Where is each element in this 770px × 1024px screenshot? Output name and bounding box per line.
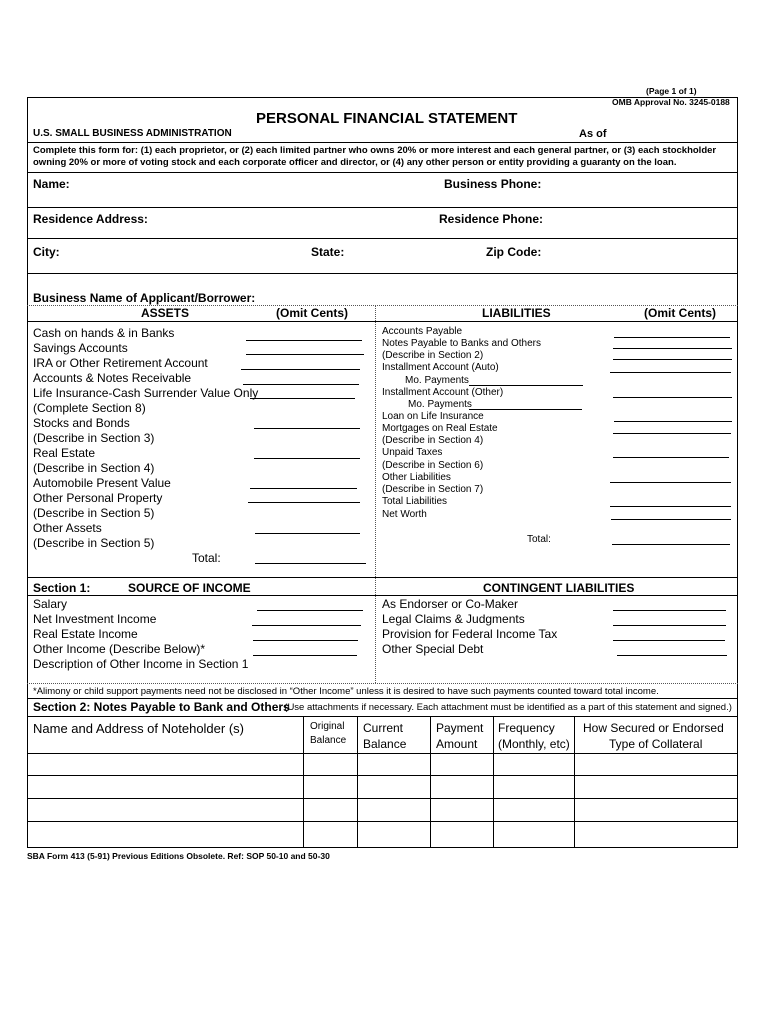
liability-amount-field[interactable]: [610, 482, 731, 483]
asset-item: Stocks and Bonds: [33, 416, 130, 430]
assets-total-label: Total:: [192, 551, 221, 565]
residence-address-label[interactable]: Residence Address:: [33, 212, 148, 226]
name-label[interactable]: Name:: [33, 177, 70, 191]
divider: [27, 142, 738, 143]
col-noteholder-header: Name and Address of Noteholder (s): [33, 721, 244, 736]
alimony-note: *Alimony or child support payments need not be disclosed in “Other Income” unless it is desired to have such payments counted toward total income.: [33, 686, 659, 697]
contingent-item: Provision for Federal Income Tax: [382, 627, 558, 641]
divider: [27, 595, 738, 596]
column-divider: [375, 305, 376, 577]
liability-item: Accounts Payable: [382, 326, 463, 337]
col-secured-header: How Secured or Endorsed: [583, 721, 724, 735]
liability-amount-field[interactable]: [614, 421, 732, 422]
divider: [27, 577, 738, 578]
divider: [27, 321, 738, 322]
asset-item: Life Insurance-Cash Surrender Value Only: [33, 386, 259, 400]
liability-item: Loan on Life Insurance: [382, 411, 484, 422]
table-row[interactable]: [27, 775, 738, 776]
table-row[interactable]: [27, 821, 738, 822]
asset-item: Savings Accounts: [33, 341, 128, 355]
col-payment-header-2: Amount: [436, 737, 478, 751]
asset-item: (Describe in Section 5): [33, 536, 155, 550]
page-info: (Page 1 of 1): [646, 86, 697, 96]
liability-amount-field[interactable]: [613, 397, 732, 398]
liability-amount-field[interactable]: [613, 457, 729, 458]
business-name-label[interactable]: Business Name of Applicant/Borrower:: [33, 291, 256, 305]
asset-amount-field[interactable]: [254, 458, 360, 459]
liability-item: Unpaid Taxes: [382, 447, 443, 458]
liability-item: Installment Account (Other): [382, 387, 504, 398]
liability-item: Other Liabilities: [382, 472, 451, 483]
form-bottom-border: [27, 847, 738, 848]
contingent-amount-field[interactable]: [613, 610, 726, 611]
asset-item: (Complete Section 8): [33, 401, 146, 415]
liability-item: (Describe in Section 2): [382, 350, 484, 361]
asset-item: (Describe in Section 5): [33, 506, 155, 520]
liability-item: Mo. Payments: [405, 375, 469, 386]
income-amount-field[interactable]: [252, 625, 361, 626]
liabilities-heading: LIABILITIES: [482, 306, 551, 320]
assets-heading: ASSETS: [141, 306, 190, 320]
divider: [27, 698, 738, 699]
table-col-divider: [430, 716, 431, 848]
asset-item: (Describe in Section 3): [33, 431, 155, 445]
table-col-divider: [493, 716, 494, 848]
liability-amount-field[interactable]: [613, 359, 732, 360]
asset-item: Accounts & Notes Receivable: [33, 371, 192, 385]
form-left-border: [27, 97, 28, 848]
form-footer: SBA Form 413 (5-91) Previous Editions Obsolete. Ref: SOP 50-10 and 50-30: [27, 851, 330, 861]
form-title: PERSONAL FINANCIAL STATEMENT: [256, 110, 518, 127]
col-original-header: Original: [310, 721, 345, 732]
zip-label[interactable]: Zip Code:: [486, 245, 542, 259]
divider: [27, 207, 738, 208]
asset-item: Cash on hands & in Banks: [33, 326, 175, 340]
liability-amount-field[interactable]: [610, 372, 731, 373]
liability-amount-field[interactable]: [610, 506, 731, 507]
income-item: Salary: [33, 597, 68, 611]
table-col-divider: [303, 716, 304, 848]
asset-item: Automobile Present Value: [33, 476, 171, 490]
city-label[interactable]: City:: [33, 245, 60, 259]
column-divider: [375, 578, 376, 683]
divider: [27, 172, 738, 173]
liability-amount-field[interactable]: [614, 337, 730, 338]
asset-amount-field[interactable]: [241, 369, 360, 370]
form-right-border: [737, 97, 738, 848]
liabilities-total-label: Total:: [527, 534, 551, 545]
asset-amount-field[interactable]: [248, 502, 360, 503]
contingent-amount-field[interactable]: [613, 625, 726, 626]
asset-amount-field[interactable]: [250, 488, 357, 489]
liability-item: Total Liabilities: [382, 496, 448, 507]
mo-payments-field[interactable]: [469, 409, 582, 410]
col-current-header-2: Balance: [363, 737, 407, 751]
income-amount-field[interactable]: [253, 640, 358, 641]
contingent-item: As Endorser or Co-Maker: [382, 597, 519, 611]
asset-amount-field[interactable]: [246, 340, 362, 341]
liabilities-omit-cents: (Omit Cents): [644, 306, 716, 320]
contingent-amount-field[interactable]: [617, 655, 727, 656]
instructions-line1: Complete this form for: (1) each proprietor, or (2) each limited partner who owns 20% or more interest and each general partner, or (3) each stockholder: [33, 145, 717, 156]
liability-item: Installment Account (Auto): [382, 362, 499, 373]
income-amount-field[interactable]: [253, 655, 357, 656]
col-original-header-2: Balance: [310, 735, 347, 746]
table-col-divider: [357, 716, 358, 848]
liabilities-total-field[interactable]: [612, 544, 730, 545]
liability-item: Mo. Payments: [408, 399, 472, 410]
divider: [27, 683, 738, 684]
liability-amount-field[interactable]: [611, 519, 731, 520]
section1-heading: SOURCE OF INCOME: [128, 581, 251, 595]
liability-item: (Describe in Section 4): [382, 435, 484, 446]
table-row[interactable]: [27, 753, 738, 754]
col-frequency-header-2: (Monthly, etc): [498, 737, 570, 751]
form-top-border: [27, 97, 738, 98]
asset-item: IRA or Other Retirement Account: [33, 356, 208, 370]
asset-item: Other Assets: [33, 521, 102, 535]
section2-label: Section 2: Notes Payable to Bank and Others: [33, 700, 290, 714]
liability-item: Mortgages on Real Estate: [382, 423, 498, 434]
liability-amount-field[interactable]: [613, 433, 731, 434]
col-payment-header: Payment: [436, 721, 484, 735]
divider: [27, 305, 738, 306]
divider: [27, 273, 738, 274]
liability-item: (Describe in Section 7): [382, 484, 484, 495]
omb-approval: OMB Approval No. 3245-0188: [612, 97, 730, 107]
income-item: Description of Other Income in Section 1: [33, 657, 249, 671]
section2-note: . (Use attachments if necessary. Each attachment must be identified as a part of this statement and signed.): [279, 702, 732, 713]
contingent-item: Legal Claims & Judgments: [382, 612, 525, 626]
income-item: Real Estate Income: [33, 627, 138, 641]
income-amount-field[interactable]: [257, 610, 363, 611]
asset-amount-field[interactable]: [254, 428, 360, 429]
contingent-item: Other Special Debt: [382, 642, 484, 656]
agency-name: U.S. SMALL BUSINESS ADMINISTRATION: [33, 128, 232, 139]
col-secured-header-2: Type of Collateral: [609, 737, 703, 751]
asset-amount-field[interactable]: [250, 398, 355, 399]
asset-amount-field[interactable]: [255, 533, 360, 534]
table-row[interactable]: [27, 798, 738, 799]
col-frequency-header: Frequency: [498, 721, 555, 735]
section1-label: Section 1:: [33, 581, 91, 595]
asset-amount-field[interactable]: [243, 384, 359, 385]
divider: [27, 716, 738, 717]
asset-item: (Describe in Section 4): [33, 461, 155, 475]
assets-total-field[interactable]: [255, 563, 366, 564]
liability-item: (Describe in Section 6): [382, 460, 484, 471]
liability-item: Notes Payable to Banks and Others: [382, 338, 541, 349]
table-col-divider: [574, 716, 575, 848]
asset-item: Other Personal Property: [33, 491, 163, 505]
business-phone-label[interactable]: Business Phone:: [444, 177, 542, 191]
liability-item: Net Worth: [382, 509, 427, 520]
assets-omit-cents: (Omit Cents): [276, 306, 348, 320]
state-label[interactable]: State:: [311, 245, 345, 259]
liability-amount-field[interactable]: [613, 348, 732, 349]
residence-phone-label[interactable]: Residence Phone:: [439, 212, 544, 226]
contingent-heading: CONTINGENT LIABILITIES: [483, 581, 635, 595]
asset-amount-field[interactable]: [246, 354, 364, 355]
col-current-header: Current: [363, 721, 404, 735]
as-of-label: As of: [579, 128, 607, 140]
contingent-amount-field[interactable]: [613, 640, 725, 641]
instructions-line2: owning 20% or more of voting stock and each corporate officer and director, or (4) any other person or entity providing a guaranty on the loan.: [33, 157, 677, 168]
income-item: Other Income (Describe Below)*: [33, 642, 206, 656]
divider: [27, 238, 738, 239]
income-item: Net Investment Income: [33, 612, 157, 626]
mo-payments-field[interactable]: [469, 385, 583, 386]
asset-item: Real Estate: [33, 446, 96, 460]
